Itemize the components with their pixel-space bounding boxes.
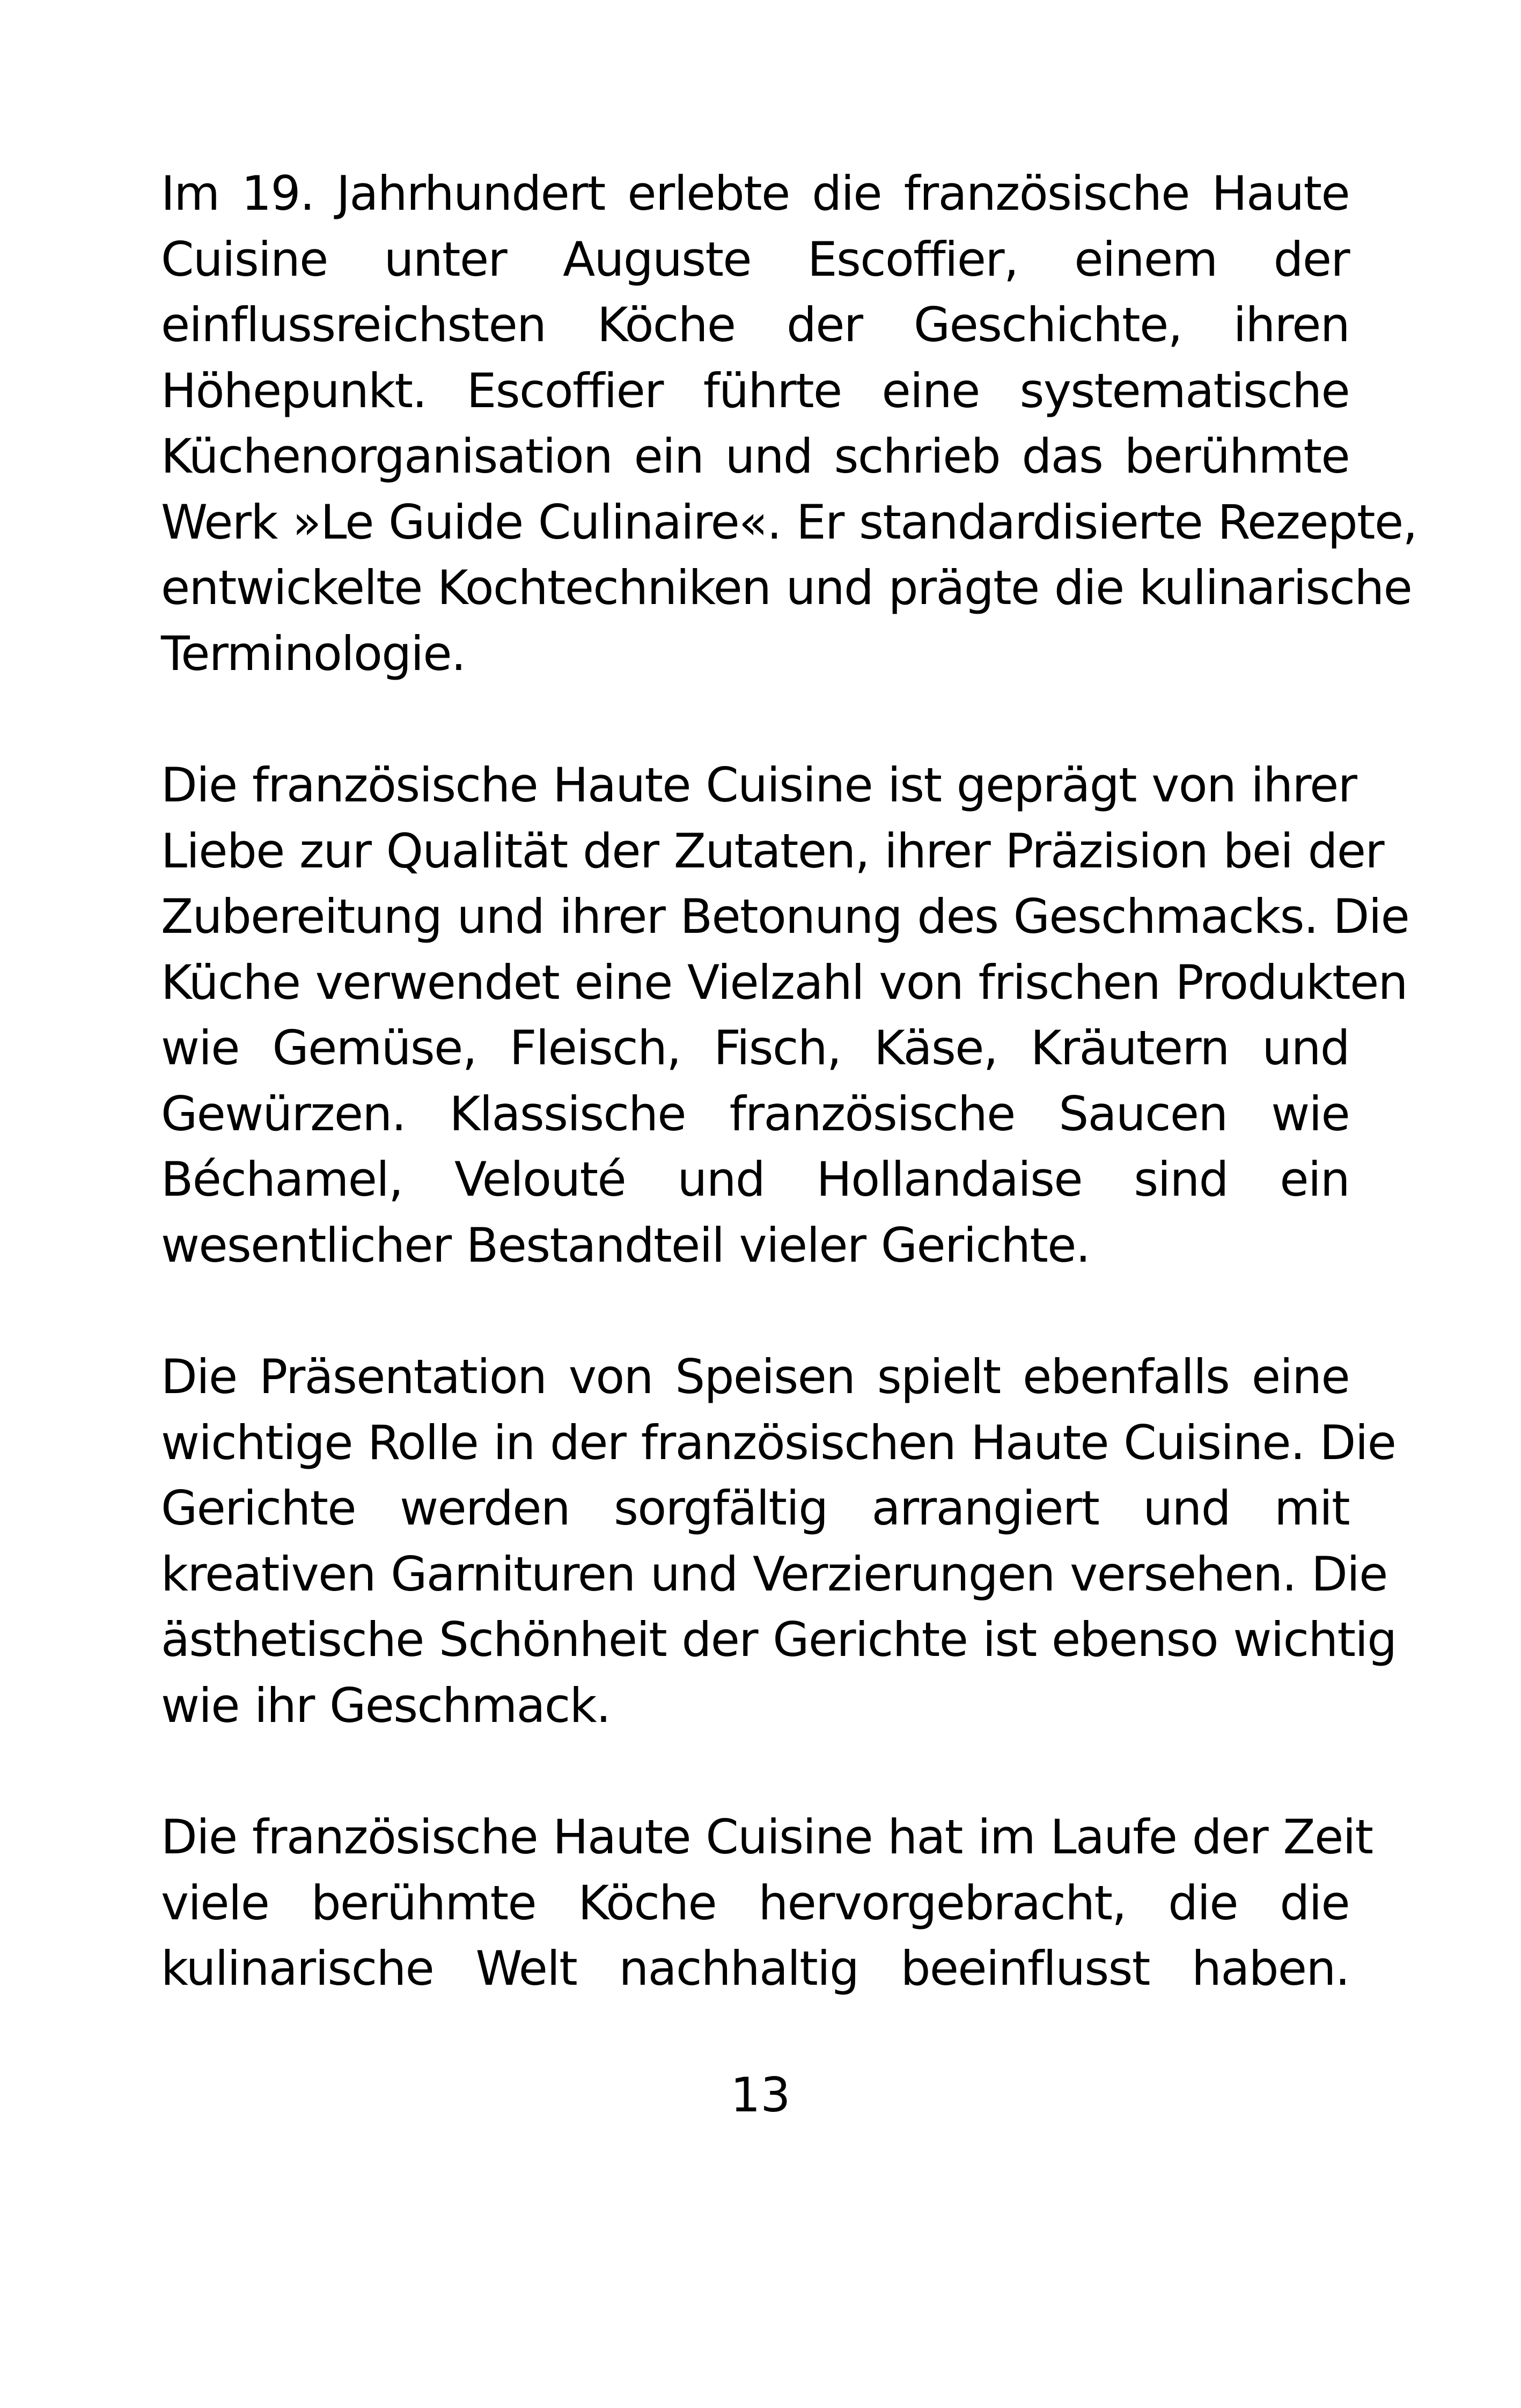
text-line: Höhepunkt. Escoffier führte eine systematische [161, 363, 1349, 418]
text-line: Küche verwendet eine Vielzahl von frischen Produkten [161, 954, 1407, 1010]
text-line: Die französische Haute Cuisine hat im Laufe der Zeit [161, 1809, 1373, 1865]
text-line: entwickelte Kochtechniken und prägte die kulinarische [161, 560, 1412, 615]
text-line: wesentlicher Bestandteil vieler Gerichte. [161, 1217, 1090, 1273]
text-line: ästhetische Schönheit der Gerichte ist ebenso wichtig [161, 1612, 1397, 1667]
paragraph-famous-chefs [161, 1805, 1373, 2002]
text-line: wichtige Rolle in der französischen Haute Cuisine. Die [161, 1415, 1396, 1470]
text-line: Die französische Haute Cuisine ist geprägt von ihrer [161, 757, 1357, 813]
text-line: Im 19. Jahrhundert erlebte die französische Haute [161, 166, 1349, 221]
text-line: Zubereitung und ihrer Betonung des Geschmacks. Die [161, 889, 1409, 944]
page-number: 13 [730, 2067, 791, 2123]
text-line: wie Gemüse, Fleisch, Fisch, Käse, Kräutern und [161, 1020, 1349, 1076]
text-line: kreativen Garnituren und Verzierungen versehen. Die [161, 1546, 1387, 1602]
paragraph-characteristics [161, 753, 1409, 1278]
text-line: Küchenorganisation ein und schrieb das berühmte [161, 429, 1349, 484]
text-line: wie ihr Geschmack. [161, 1677, 611, 1733]
text-line: Die Präsentation von Speisen spielt ebenfalls eine [161, 1349, 1349, 1404]
text-line: Werk »Le Guide Culinaire«. Er standardisierte Rezepte, [161, 494, 1417, 550]
text-line: Gewürzen. Klassische französische Saucen wie [161, 1086, 1349, 1142]
paragraph-escoffier [161, 161, 1417, 687]
text-line: viele berühmte Köche hervorgebracht, die die [161, 1875, 1349, 1931]
text-line: Béchamel, Velouté und Hollandaise sind ein [161, 1152, 1349, 1207]
text-line: kulinarische Welt nachhaltig beeinflusst haben. [161, 1941, 1349, 1996]
body-text [161, 161, 1417, 2068]
text-line: Liebe zur Qualität der Zutaten, ihrer Präzision bei der [161, 823, 1384, 879]
text-line: Gerichte werden sorgfältig arrangiert und mit [161, 1481, 1349, 1536]
text-line: einflussreichsten Köche der Geschichte, ihren [161, 297, 1349, 352]
text-line: Cuisine unter Auguste Escoffier, einem der [161, 231, 1349, 287]
text-line: Terminologie. [161, 625, 466, 681]
paragraph-presentation [161, 1344, 1397, 1739]
